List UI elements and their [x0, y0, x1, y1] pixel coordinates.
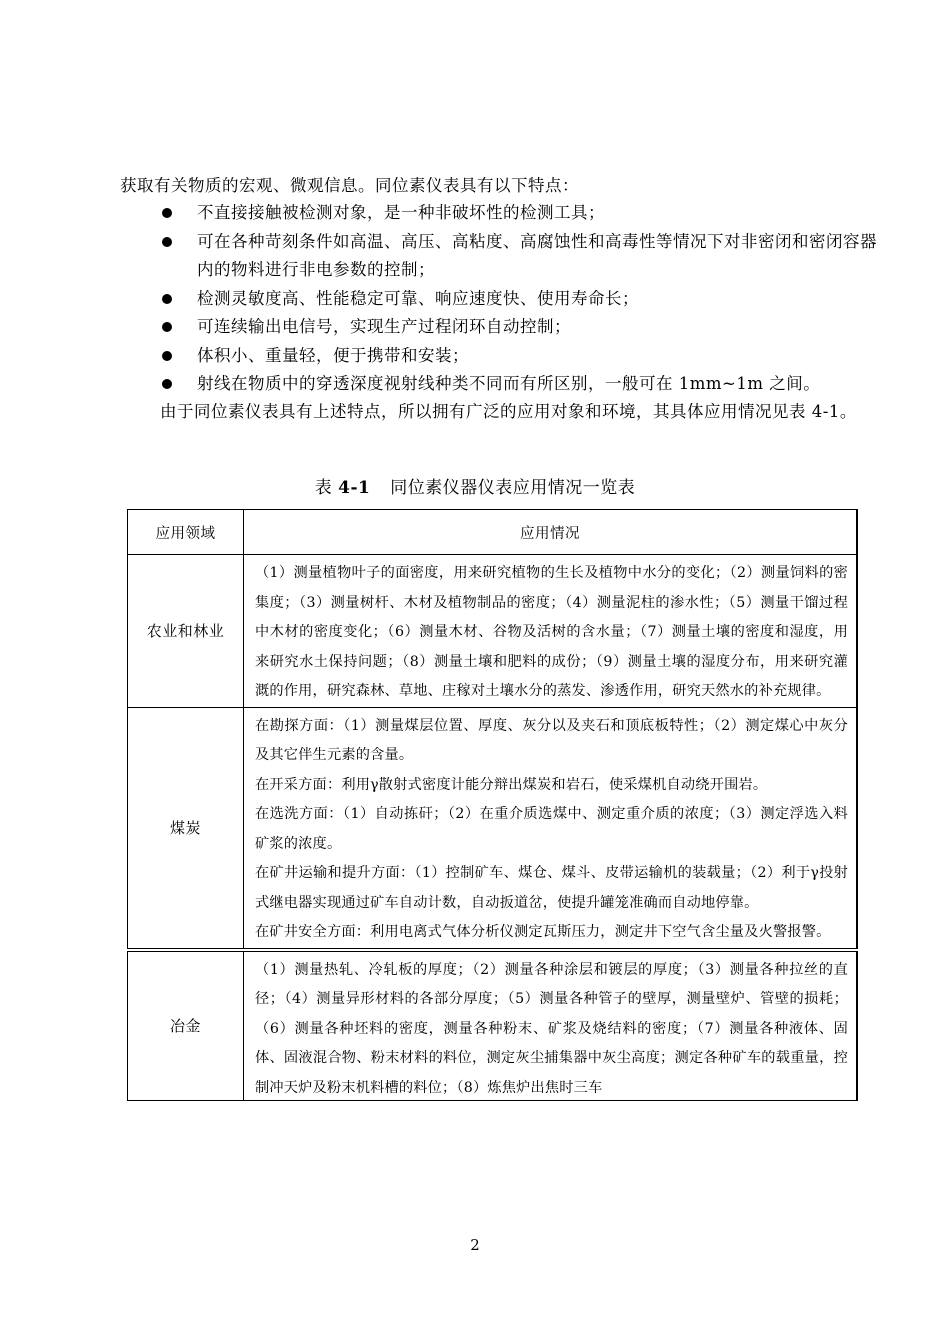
row-content: （1）测量热轧、冷轧板的厚度；（2）测量各种涂层和镀层的厚度；（3）测量各种拉丝的直径；（4）测量异形材料的各部分厚度；（5）测量各种管子的壁厚，测量壁炉、管壁的损耗；（6）测量各种坯料的密度，测量各种粉末、矿浆及烧结料的密度；（7）测量各种液体、固体、固液混合物、粉末材料的料位，测定灰尘捕集器中灰尘高度；测定各种矿车的载重量，控制冲天炉及粉末机料槽的料位；（8）炼焦炉出焦时三车: [244, 950, 858, 1101]
table-row: [128, 555, 858, 708]
list-item: 检测灵敏度高、性能稳定可靠、响应速度快、使用寿命长；: [120, 285, 888, 314]
application-table: [127, 509, 858, 1101]
table-header-row: [128, 510, 858, 555]
bullet-icon: [162, 379, 172, 389]
row-content: 在勘探方面：（1）测量煤层位置、厚度、灰分以及夹石和顶底板特性；（2）测定煤心中灰分及其它伴生元素的含量。 在开采方面：利用γ散射式密度计能分辩出煤炭和岩石，使采煤机自动绕开围岩。 在选洗方面：（1）自动拣矸；（2）在重介质选煤中、测定重介质的浓度；（3）测定浮选入料矿浆的浓度。 在矿井运输和提升方面：（1）控制矿车、煤仓、煤斗、皮带运输机的装载量；（2）利于γ投射式继电器实现通过矿车自动计数，自动扳道岔，使提升罐笼准确而自动地停靠。 在矿井安全方面：利用电离式气体分析仪测定瓦斯压力，测定井下空气含尘量及火警报警。: [244, 707, 858, 950]
table-caption: [0, 476, 950, 500]
row-field: 冶金: [128, 950, 244, 1101]
row-field: 煤炭: [128, 707, 244, 950]
caption-title: 同位素仪器仪表应用情况一览表: [390, 478, 636, 498]
caption-number: 4-1: [338, 478, 371, 498]
list-item: 不直接接触被检测对象，是一种非破坏性的检测工具；: [120, 199, 888, 228]
row-field: 农业和林业: [128, 555, 244, 708]
list-item: 可连续输出电信号，实现生产过程闭环自动控制；: [120, 313, 888, 342]
table-row: [128, 950, 858, 1101]
caption-prefix: 表: [314, 478, 333, 498]
bullet-icon: [162, 208, 172, 218]
header-application: 应用情况: [244, 510, 858, 555]
list-item: 体积小、重量轻，便于携带和安装；: [120, 342, 888, 371]
bullet-icon: [162, 294, 172, 304]
table-row: [128, 707, 858, 950]
bullet-icon: [162, 351, 172, 361]
list-item: 射线在物质中的穿透深度视射线种类不同而有所区别，一般可在 1mm~1m 之间。: [120, 370, 888, 399]
page-number: 2: [470, 1236, 480, 1254]
bullet-icon: [162, 322, 172, 332]
row-content: （1）测量植物叶子的面密度，用来研究植物的生长及植物中水分的变化；（2）测量饲料的密集度；（3）测量树杆、木材及植物制品的密度；（4）测量泥柱的渗水性；（5）测量干馏过程中木材的密度变化；（6）测量木材、谷物及活树的含水量；（7）测量土壤的密度和湿度，用来研究水土保持问题；（8）测量土壤和肥料的成份；（9）测量土壤的湿度分布，用来研究灌溉的作用，研究森林、草地、庄稼对土壤水分的蒸发、渗透作用，研究天然水的补充规律。: [244, 555, 858, 708]
summary-paragraph: 由于同位素仪表具有上述特点，所以拥有广泛的应用对象和环境，其具体应用情况见表 4-1。: [160, 402, 857, 421]
bullet-icon: [162, 237, 172, 247]
header-field: 应用领域: [128, 510, 244, 555]
list-item: 可在各种苛刻条件如高温、高压、高粘度、高腐蚀性和高毒性等情况下对非密闭和密闭容器内的物料进行非电参数的控制；: [120, 228, 888, 285]
feature-list: [120, 199, 888, 399]
intro-paragraph: 获取有关物质的宏观、微观信息。同位素仪表具有以下特点：: [120, 176, 579, 195]
